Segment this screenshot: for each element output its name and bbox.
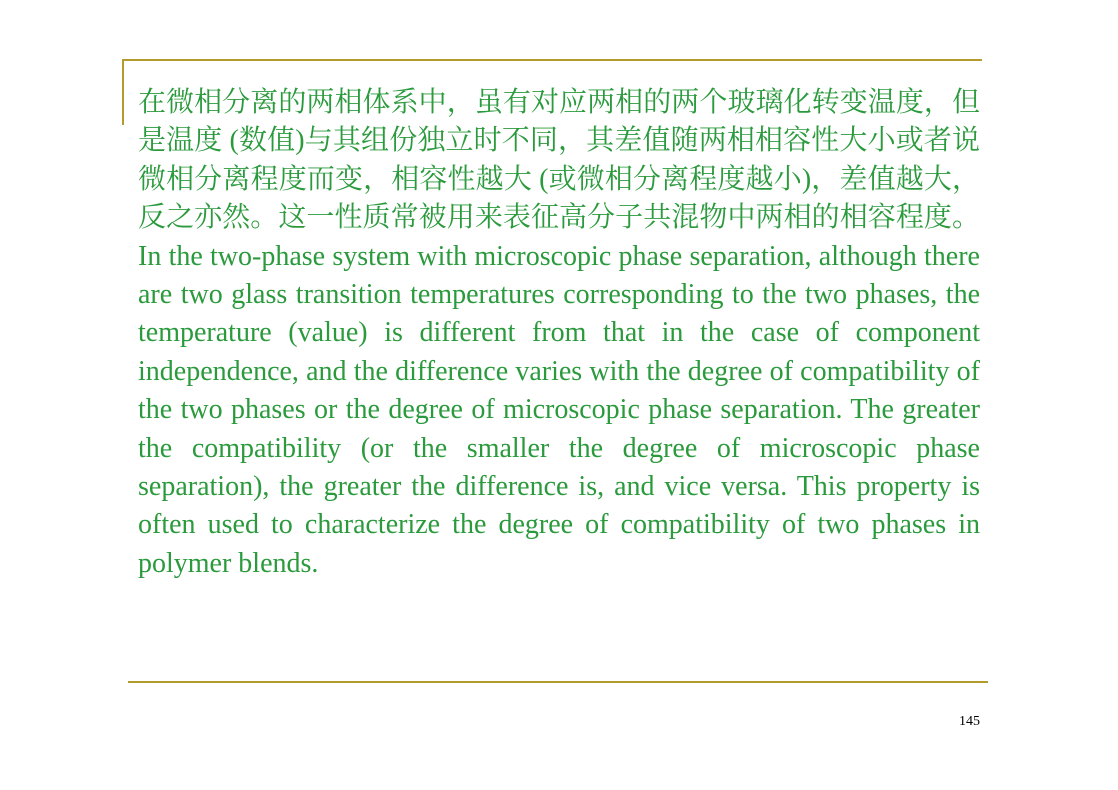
page-number: 145: [959, 714, 980, 729]
bottom-rule: [128, 681, 988, 683]
slide-body-text: 在微相分离的两相体系中，虽有对应两相的两个玻璃化转变温度，但是温度 (数值)与其组份独立时不同，其差值随两相相容性大小或者说微相分离程度而变，相容性越大 (或微相分离程度越小)，差值越大，反之亦然。这一性质常被用来表征高分子共混物中两相的相容程度。 In the two-phase system with microscopic phase separation, although there are two glass transition temperatures corresponding to the two phases, the temperature (value) is different from that in the case of component independence, and the difference varies with the degree of compatibility of the two phases or the degree of microscopic phase separation. The greater the compatibility (or the smaller the degree of microscopic phase separation), the greater the difference is, and vice versa. This property is often used to characterize the degree of compatibility of two phases in polymer blends.: [138, 87, 980, 579]
left-rule: [122, 59, 124, 125]
top-rule: [122, 59, 982, 61]
